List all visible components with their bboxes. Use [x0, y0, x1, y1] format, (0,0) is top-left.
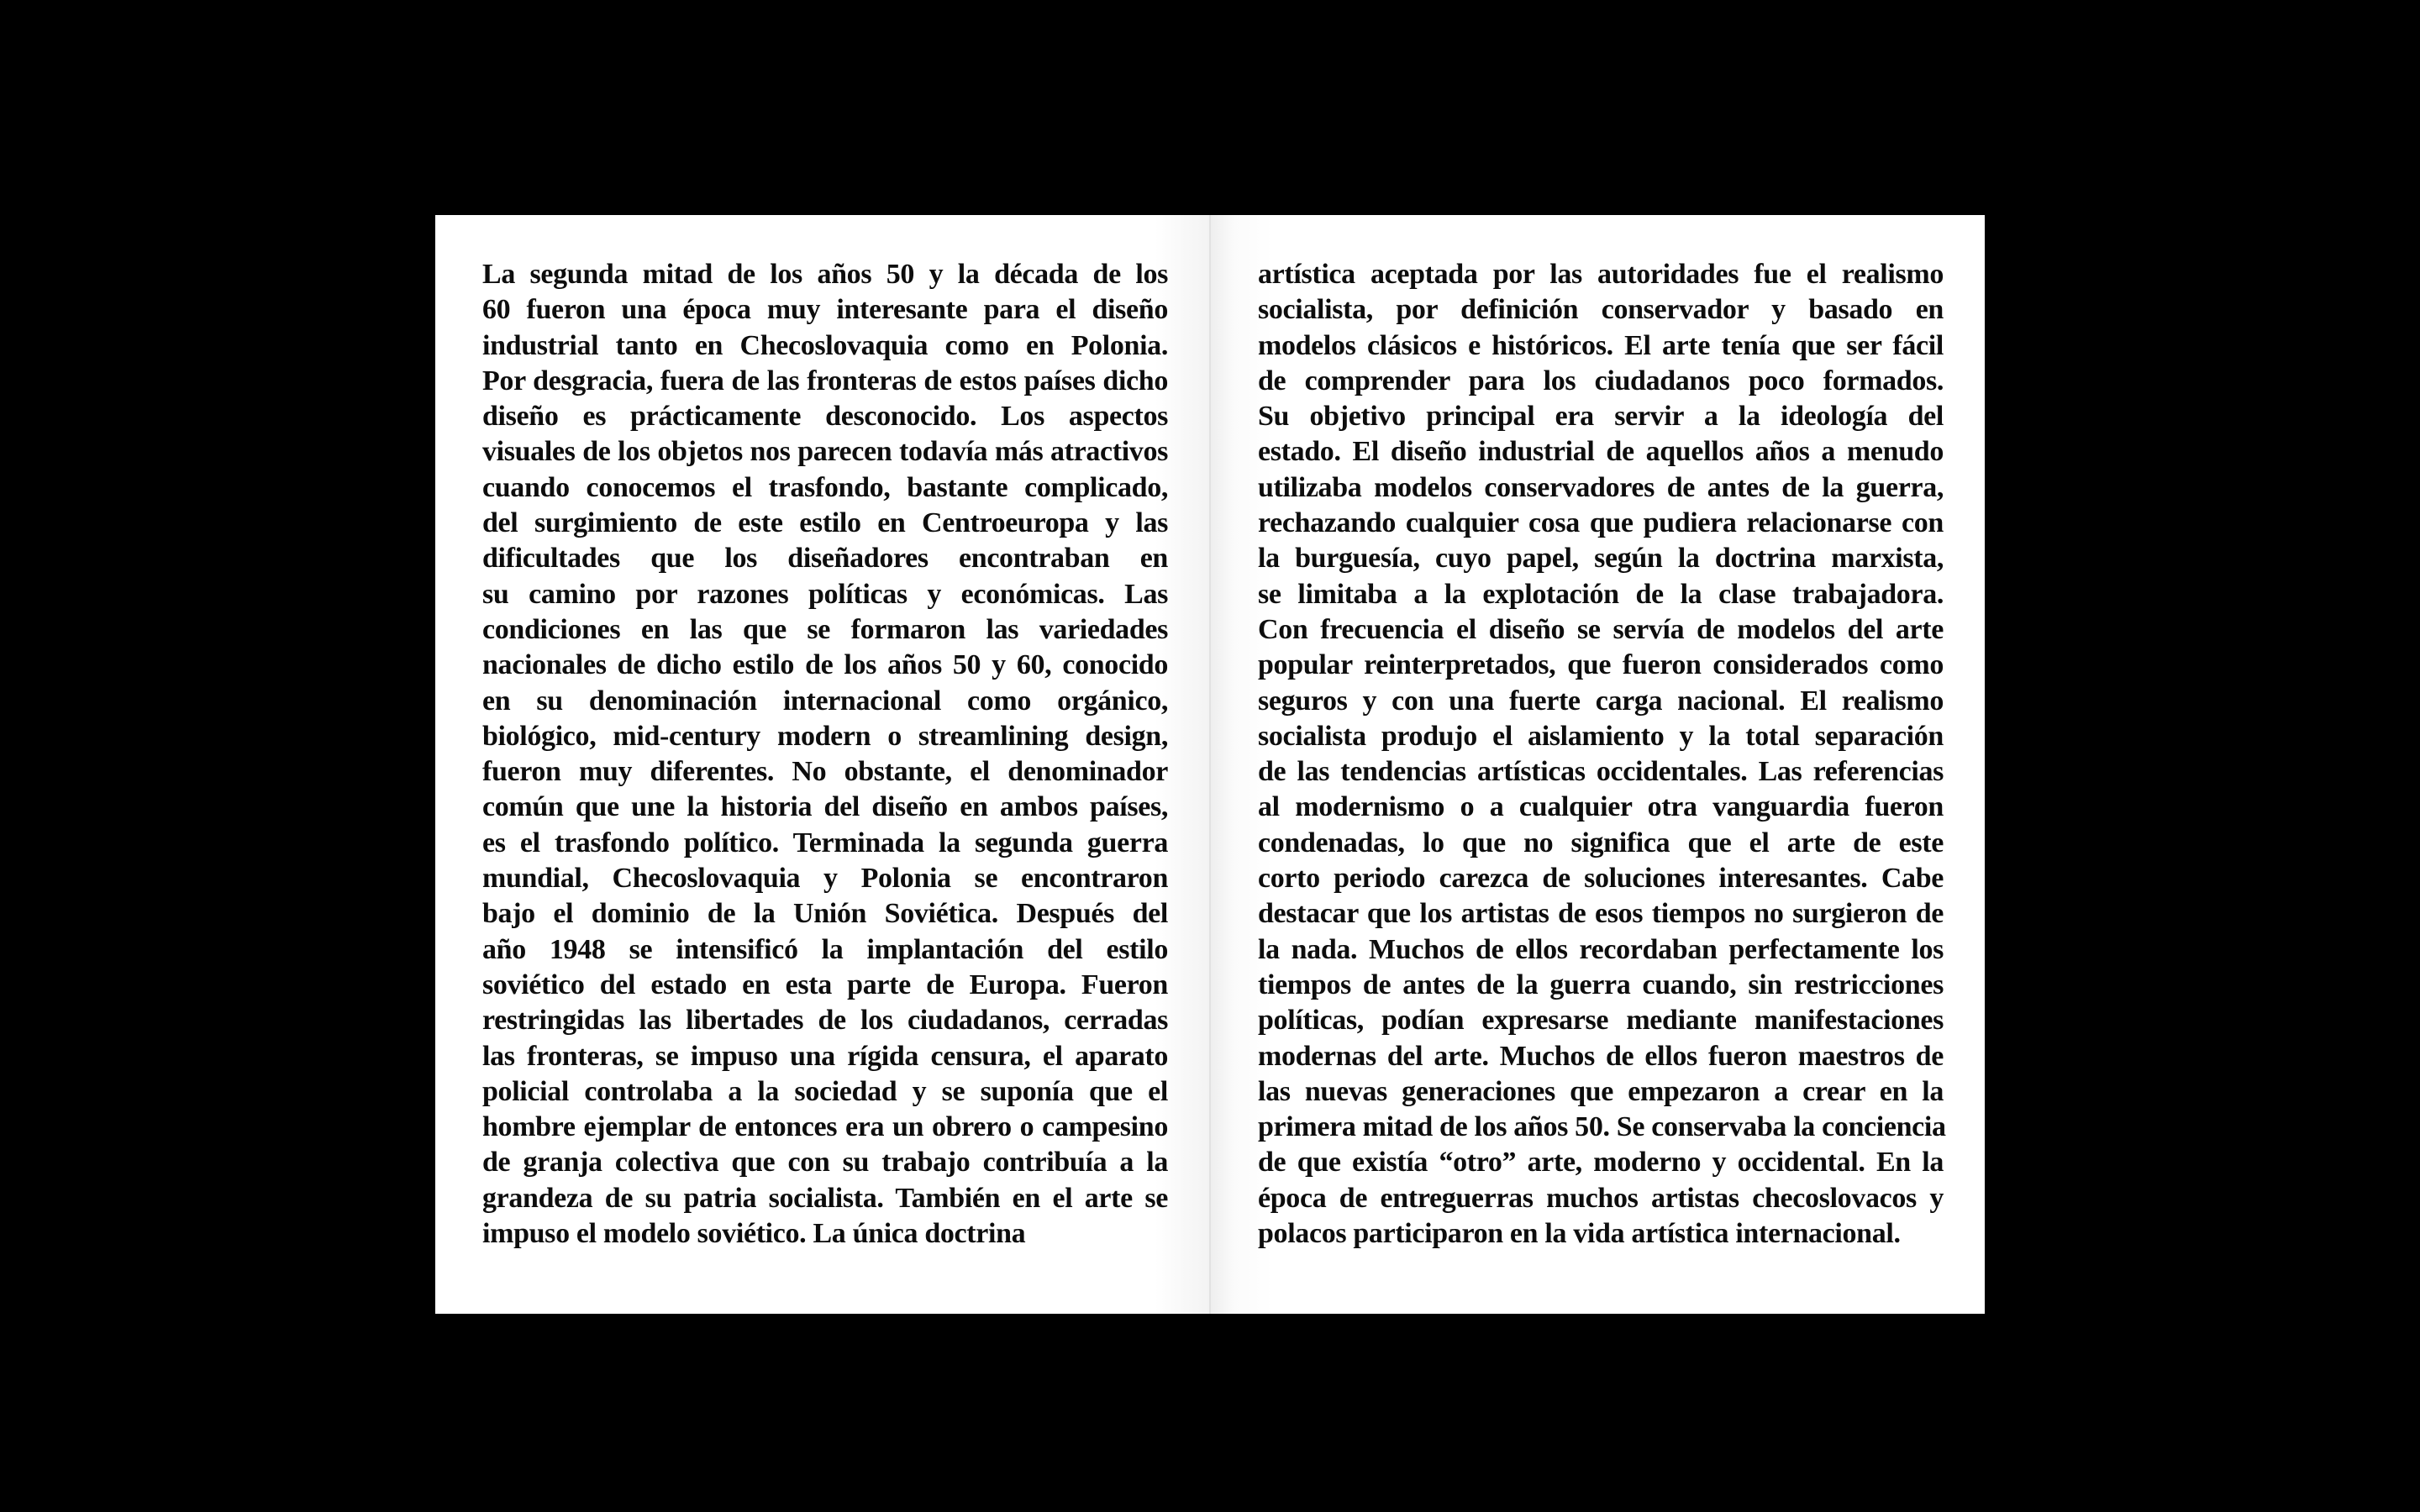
- text-line: de que existía “otro” arte, moderno y occidental. En la: [1258, 1147, 1944, 1179]
- text-line: de las tendencias artísticas occidentales. Las referencias: [1258, 756, 1944, 788]
- text-line: al modernismo o a cualquier otra vanguardia fueron: [1258, 791, 1944, 823]
- text-line: condiciones en las que se formaron las variedades: [482, 613, 1168, 645]
- left-page-text: [482, 257, 1168, 1252]
- text-line: políticas, podían expresarse mediante manifestaciones: [1258, 1005, 1944, 1037]
- text-line: artística aceptada por las autoridades fue el realismo: [1258, 259, 1944, 290]
- text-line: primera mitad de los años 50. Se conservaba la conciencia: [1258, 1111, 1946, 1143]
- text-line: bajo el dominio de la Unión Soviética. Después del: [482, 898, 1168, 930]
- text-line: impuso el modelo soviético. La única doctrina: [482, 1218, 1026, 1250]
- text-line: las nuevas generaciones que empezaron a crear en la: [1258, 1075, 1944, 1107]
- text-line: año 1948 se intensificó la implantación del estilo: [482, 933, 1168, 965]
- text-line: Su objetivo principal era servir a la ideología del: [1258, 401, 1944, 433]
- text-line: policial controlaba a la sociedad y se suponía que el: [482, 1075, 1168, 1107]
- text-line: grandeza de su patria socialista. También en el arte se: [482, 1182, 1168, 1214]
- text-line: dificultades que los diseñadores encontraban en: [482, 543, 1168, 575]
- text-line: de granja colectiva que con su trabajo contribuía a la: [482, 1147, 1168, 1179]
- text-line: las fronteras, se impuso una rígida censura, el aparato: [482, 1040, 1168, 1072]
- text-line: Con frecuencia el diseño se servía de modelos del arte: [1258, 613, 1944, 645]
- text-line: cuando conocemos el trasfondo, bastante complicado,: [482, 471, 1168, 503]
- text-line: polacos participaron en la vida artística internacional.: [1258, 1218, 1901, 1250]
- left-page: [435, 215, 1209, 1314]
- right-page: [1211, 215, 1985, 1314]
- text-line: fueron muy diferentes. No obstante, el denominador: [482, 756, 1168, 788]
- text-line: biológico, mid-century modern o streamlining design,: [482, 720, 1168, 752]
- text-line: condenadas, lo que no significa que el arte de este: [1258, 827, 1944, 858]
- text-line: Por desgracia, fuera de las fronteras de estos países dicho: [482, 365, 1168, 396]
- book-spread: [435, 215, 1985, 1314]
- text-line: del surgimiento de este estilo en Centroeuropa y las: [482, 507, 1168, 539]
- text-line: restringidas las libertades de los ciudadanos, cerradas: [482, 1005, 1168, 1037]
- text-line: la nada. Muchos de ellos recordaban perfectamente los: [1258, 933, 1944, 965]
- text-line: utilizaba modelos conservadores de antes de la guerra,: [1258, 471, 1944, 503]
- text-line: La segunda mitad de los años 50 y la década de los: [482, 259, 1168, 290]
- text-line: diseño es prácticamente desconocido. Los aspectos: [482, 401, 1168, 433]
- text-line: popular reinterpretados, que fueron considerados como: [1258, 649, 1944, 681]
- text-line: de comprender para los ciudadanos poco formados.: [1258, 365, 1944, 396]
- text-line: socialista, por definición conservador y basado en: [1258, 294, 1944, 326]
- text-line: mundial, Checoslovaquia y Polonia se encontraron: [482, 863, 1168, 895]
- text-line: se limitaba a la explotación de la clase trabajadora.: [1258, 578, 1944, 610]
- right-page-text: [1258, 257, 1944, 1252]
- text-line: en su denominación internacional como orgánico,: [482, 685, 1168, 717]
- text-line: industrial tanto en Checoslovaquia como en Polonia.: [482, 329, 1168, 361]
- text-line: su camino por razones políticas y económicas. Las: [482, 578, 1168, 610]
- text-line: corto periodo carezca de soluciones interesantes. Cabe: [1258, 863, 1944, 895]
- text-line: soviético del estado en esta parte de Europa. Fueron: [482, 969, 1168, 1000]
- text-line: es el trasfondo político. Terminada la segunda guerra: [482, 827, 1168, 858]
- text-line: 60 fueron una época muy interesante para el diseño: [482, 294, 1168, 326]
- text-line: época de entreguerras muchos artistas checoslovacos y: [1258, 1182, 1944, 1214]
- text-line: estado. El diseño industrial de aquellos años a menudo: [1258, 436, 1944, 468]
- text-line: seguros y con una fuerte carga nacional. El realismo: [1258, 685, 1944, 717]
- text-line: socialista produjo el aislamiento y la total separación: [1258, 720, 1944, 752]
- text-line: modernas del arte. Muchos de ellos fueron maestros de: [1258, 1040, 1944, 1072]
- text-line: destacar que los artistas de esos tiempos no surgieron de: [1258, 898, 1944, 930]
- text-line: común que une la historia del diseño en ambos países,: [482, 791, 1168, 823]
- text-line: la burguesía, cuyo papel, según la doctrina marxista,: [1258, 543, 1944, 575]
- text-line: visuales de los objetos nos parecen todavía más atractivos: [482, 436, 1168, 468]
- text-line: tiempos de antes de la guerra cuando, sin restricciones: [1258, 969, 1944, 1000]
- text-line: nacionales de dicho estilo de los años 50 y 60, conocido: [482, 649, 1168, 681]
- text-line: modelos clásicos e históricos. El arte tenía que ser fácil: [1258, 329, 1944, 361]
- text-line: hombre ejemplar de entonces era un obrero o campesino: [482, 1111, 1168, 1143]
- text-line: rechazando cualquier cosa que pudiera relacionarse con: [1258, 507, 1944, 539]
